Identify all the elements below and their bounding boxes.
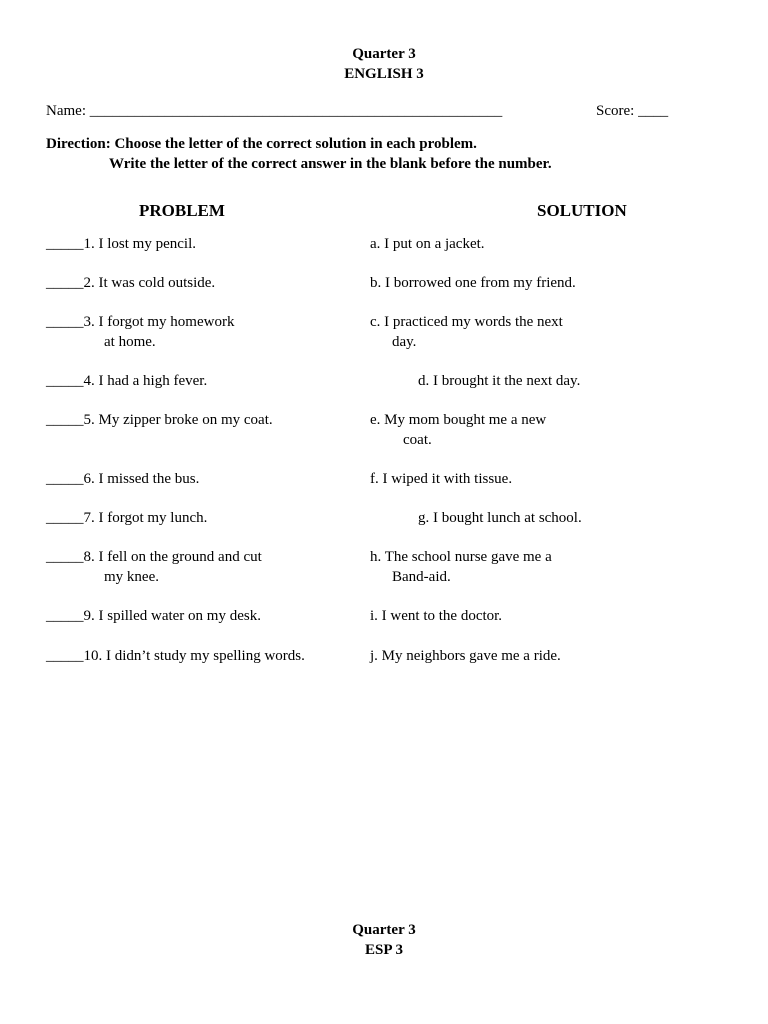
direction-line-1: Direction: Choose the letter of the correct solution in each problem.: [46, 136, 477, 152]
problem-text: _____4. I had a high fever.: [46, 373, 208, 389]
solution-item-a: [370, 234, 485, 254]
problem-item-10: [46, 646, 305, 666]
solution-text: a. I put on a jacket.: [370, 236, 485, 252]
problem-text: _____2. It was cold outside.: [46, 275, 216, 291]
quarter-title: Quarter 3: [352, 46, 416, 62]
name-score-row: [46, 103, 686, 120]
direction-line-2: Write the letter of the correct answer in the blank before the number.: [109, 156, 552, 172]
problem-item-1: [46, 234, 196, 254]
subject-title: ENGLISH 3: [344, 66, 424, 82]
problem-text: _____1. I lost my pencil.: [46, 236, 196, 252]
problem-text-cont: at home.: [104, 334, 156, 350]
solution-text: b. I borrowed one from my friend.: [370, 275, 576, 291]
solution-text-cont: coat.: [403, 432, 432, 448]
solution-item-j: [370, 646, 561, 666]
problem-item-8: [46, 547, 262, 587]
solution-text-cont: day.: [392, 334, 417, 350]
solution-item-i: [370, 606, 502, 626]
problem-text: _____7. I forgot my lunch.: [46, 510, 208, 526]
solution-text: f. I wiped it with tissue.: [370, 471, 513, 487]
problem-text: _____8. I fell on the ground and cut: [46, 549, 262, 565]
problem-text: _____3. I forgot my homework: [46, 314, 235, 330]
solution-item-c: [370, 312, 563, 352]
problem-item-4: [46, 371, 207, 391]
solution-item-g: [418, 508, 582, 528]
solution-item-d: [418, 371, 580, 391]
name-field: Name: _______________________________________________________: [46, 103, 503, 119]
problem-item-7: [46, 508, 207, 528]
worksheet-header: [0, 44, 768, 84]
problem-text: _____6. I missed the bus.: [46, 471, 200, 487]
problem-text-cont: my knee.: [104, 569, 159, 585]
solution-item-e: [370, 410, 546, 450]
solution-text: i. I went to the doctor.: [370, 608, 503, 624]
solution-text: e. My mom bought me a new: [370, 412, 547, 428]
problem-text: _____5. My zipper broke on my coat.: [46, 412, 273, 428]
footer-quarter: Quarter 3: [352, 922, 416, 938]
problem-item-3: [46, 312, 234, 352]
solution-heading: SOLUTION: [537, 201, 627, 220]
solution-item-b: [370, 273, 576, 293]
problem-item-2: [46, 273, 215, 293]
solution-text: h. The school nurse gave me a: [370, 549, 552, 565]
solution-text: j. My neighbors gave me a ride.: [370, 648, 561, 664]
solution-item-f: [370, 469, 512, 489]
problem-item-5: [46, 410, 273, 430]
solution-item-h: [370, 547, 552, 587]
problem-text: _____10. I didn’t study my spelling words.: [46, 648, 305, 664]
problem-item-9: [46, 606, 261, 626]
solution-text: g. I bought lunch at school.: [418, 510, 582, 526]
page-footer: [0, 920, 768, 960]
directions: [46, 134, 726, 174]
footer-subject: ESP 3: [365, 942, 403, 958]
problem-text: _____9. I spilled water on my desk.: [46, 608, 261, 624]
score-field: Score: ____: [596, 103, 669, 119]
problem-heading: PROBLEM: [139, 201, 225, 220]
solution-text: c. I practiced my words the next: [370, 314, 563, 330]
solution-text-cont: Band-aid.: [392, 569, 451, 585]
solution-text: d. I brought it the next day.: [418, 373, 581, 389]
problem-item-6: [46, 469, 199, 489]
